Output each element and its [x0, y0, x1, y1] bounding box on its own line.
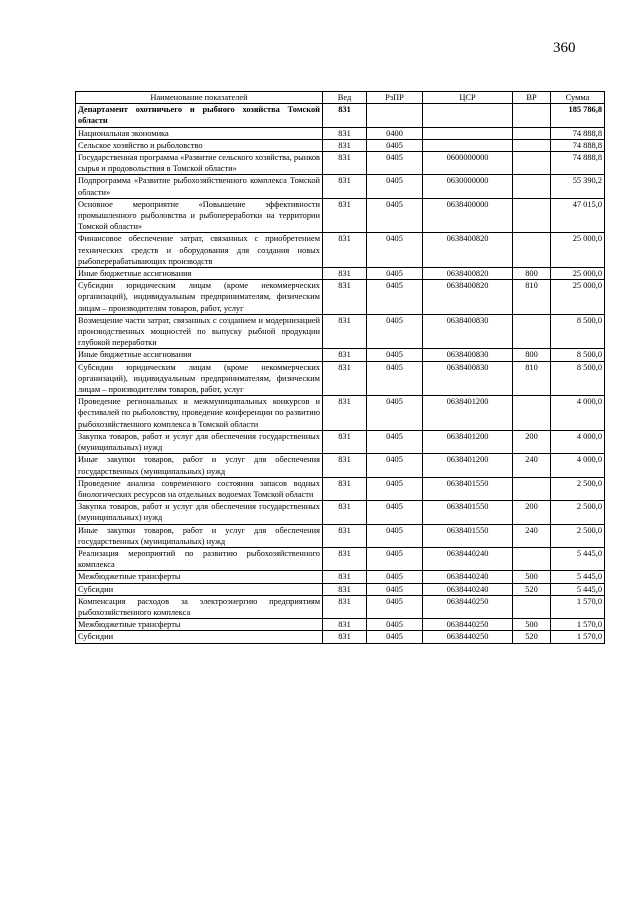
column-header-rzpr: РзПР [367, 92, 423, 104]
row-csr-cell: 0638400820 [423, 233, 513, 268]
row-name-cell: Компенсация расходов за электроэнергию предприятиям рыбохозяйственного комплекса [76, 595, 323, 618]
row-vr-cell [513, 104, 551, 127]
row-name-cell: Межбюджетные трансферты [76, 571, 323, 583]
table-row [76, 139, 605, 151]
row-rzpr-cell: 0405 [367, 349, 423, 361]
row-csr-cell: 0638400830 [423, 349, 513, 361]
table-row [76, 571, 605, 583]
row-name-cell: Департамент охотничьего и рыбного хозяйства Томской области [76, 104, 323, 127]
row-vr-cell [513, 547, 551, 570]
row-csr-cell: 0600000000 [423, 152, 513, 175]
row-csr-cell: 0638401200 [423, 454, 513, 477]
row-csr-cell: 0638400820 [423, 280, 513, 315]
table-row [76, 361, 605, 396]
row-sum-cell: 8 500,0 [551, 349, 605, 361]
row-vr-cell: 200 [513, 501, 551, 524]
table-row [76, 430, 605, 453]
row-sum-cell: 25 000,0 [551, 233, 605, 268]
row-csr-cell: 0638440250 [423, 619, 513, 631]
row-vr-cell: 200 [513, 430, 551, 453]
row-rzpr-cell: 0405 [367, 233, 423, 268]
table-row [76, 396, 605, 431]
row-vr-cell [513, 152, 551, 175]
table-row [76, 314, 605, 349]
row-csr-cell: 0638400830 [423, 361, 513, 396]
table-row [76, 152, 605, 175]
row-csr-cell: 0638440240 [423, 571, 513, 583]
row-csr-cell: 0638401550 [423, 477, 513, 500]
table-row [76, 280, 605, 315]
row-ved-cell: 831 [323, 104, 367, 127]
budget-table [75, 91, 605, 644]
row-ved-cell: 831 [323, 349, 367, 361]
row-csr-cell [423, 127, 513, 139]
row-rzpr-cell: 0405 [367, 631, 423, 643]
row-rzpr-cell: 0405 [367, 571, 423, 583]
table-body [76, 104, 605, 643]
row-name-cell: Субсидии [76, 631, 323, 643]
row-ved-cell: 831 [323, 454, 367, 477]
column-header-csr: ЦСР [423, 92, 513, 104]
row-csr-cell: 0638440240 [423, 547, 513, 570]
row-vr-cell [513, 595, 551, 618]
table-row [76, 198, 605, 233]
row-vr-cell: 800 [513, 268, 551, 280]
row-name-cell: Финансовое обеспечение затрат, связанных с приобретением технических средств и оборудования для создания новых рыбоперерабатывающих производств [76, 233, 323, 268]
table-row [76, 454, 605, 477]
row-name-cell: Национальная экономика [76, 127, 323, 139]
row-rzpr-cell: 0405 [367, 477, 423, 500]
row-vr-cell [513, 139, 551, 151]
row-name-cell: Субсидии [76, 583, 323, 595]
row-vr-cell [513, 314, 551, 349]
column-header-name: Наименование показателей [76, 92, 323, 104]
row-name-cell: Основное мероприятие «Повышение эффективности промышленного рыболовства и рыбопереработки на территории Томской области» [76, 198, 323, 233]
row-sum-cell: 25 000,0 [551, 280, 605, 315]
row-rzpr-cell: 0405 [367, 524, 423, 547]
row-sum-cell: 1 570,0 [551, 619, 605, 631]
row-sum-cell: 8 500,0 [551, 361, 605, 396]
row-sum-cell: 5 445,0 [551, 571, 605, 583]
row-rzpr-cell: 0405 [367, 583, 423, 595]
row-vr-cell [513, 198, 551, 233]
row-csr-cell: 0638400830 [423, 314, 513, 349]
row-rzpr-cell: 0405 [367, 547, 423, 570]
row-csr-cell: 0638401550 [423, 524, 513, 547]
table-row [76, 501, 605, 524]
row-sum-cell: 4 000,0 [551, 430, 605, 453]
row-name-cell: Межбюджетные трансферты [76, 619, 323, 631]
row-csr-cell [423, 104, 513, 127]
row-rzpr-cell: 0405 [367, 501, 423, 524]
row-csr-cell: 0638400820 [423, 268, 513, 280]
row-name-cell: Субсидии юридическим лицам (кроме некоммерческих организаций), индивидуальным предпринимателям, физическим лицам – производителям товаров, работ, услуг [76, 280, 323, 315]
column-header-sum: Сумма [551, 92, 605, 104]
row-vr-cell: 240 [513, 524, 551, 547]
row-rzpr-cell: 0405 [367, 268, 423, 280]
row-csr-cell: 0638440240 [423, 583, 513, 595]
row-name-cell: Закупка товаров, работ и услуг для обеспечения государственных (муниципальных) нужд [76, 430, 323, 453]
row-sum-cell: 8 500,0 [551, 314, 605, 349]
row-name-cell: Подпрограмма «Развитие рыбохозяйственного комплекса Томской области» [76, 175, 323, 198]
row-ved-cell: 831 [323, 477, 367, 500]
column-header-vr: ВР [513, 92, 551, 104]
page-number: 360 [553, 40, 576, 56]
row-ved-cell: 831 [323, 619, 367, 631]
row-rzpr-cell [367, 104, 423, 127]
table-row [76, 349, 605, 361]
table-row [76, 547, 605, 570]
row-rzpr-cell: 0405 [367, 280, 423, 315]
row-ved-cell: 831 [323, 233, 367, 268]
row-csr-cell: 0630000000 [423, 175, 513, 198]
row-rzpr-cell: 0405 [367, 198, 423, 233]
row-ved-cell: 831 [323, 198, 367, 233]
row-rzpr-cell: 0400 [367, 127, 423, 139]
row-ved-cell: 831 [323, 268, 367, 280]
row-csr-cell: 0638440250 [423, 595, 513, 618]
row-vr-cell [513, 127, 551, 139]
row-sum-cell: 1 570,0 [551, 595, 605, 618]
row-sum-cell: 25 000,0 [551, 268, 605, 280]
row-name-cell: Иные закупки товаров, работ и услуг для обеспечения государственных (муниципальных) нужд [76, 454, 323, 477]
row-ved-cell: 831 [323, 361, 367, 396]
table-row [76, 595, 605, 618]
row-vr-cell: 810 [513, 280, 551, 315]
row-name-cell: Реализация мероприятий по развитию рыбохозяйственного комплекса [76, 547, 323, 570]
row-ved-cell: 831 [323, 571, 367, 583]
row-sum-cell: 2 500,0 [551, 501, 605, 524]
row-rzpr-cell: 0405 [367, 314, 423, 349]
row-vr-cell [513, 477, 551, 500]
table-row [76, 104, 605, 127]
row-ved-cell: 831 [323, 524, 367, 547]
row-csr-cell: 0638401200 [423, 396, 513, 431]
row-sum-cell: 2 500,0 [551, 477, 605, 500]
row-sum-cell: 74 888,8 [551, 152, 605, 175]
row-vr-cell: 500 [513, 571, 551, 583]
row-ved-cell: 831 [323, 152, 367, 175]
table-row [76, 583, 605, 595]
row-name-cell: Иные бюджетные ассигнования [76, 349, 323, 361]
row-ved-cell: 831 [323, 547, 367, 570]
row-name-cell: Субсидии юридическим лицам (кроме некоммерческих организаций), индивидуальным предпринимателям, физическим лицам – производителям товаров, работ, услуг [76, 361, 323, 396]
row-sum-cell: 5 445,0 [551, 547, 605, 570]
row-ved-cell: 831 [323, 583, 367, 595]
row-ved-cell: 831 [323, 314, 367, 349]
row-rzpr-cell: 0405 [367, 619, 423, 631]
row-ved-cell: 831 [323, 595, 367, 618]
row-vr-cell: 810 [513, 361, 551, 396]
row-rzpr-cell: 0405 [367, 595, 423, 618]
column-header-ved: Вед [323, 92, 367, 104]
row-csr-cell [423, 139, 513, 151]
row-rzpr-cell: 0405 [367, 430, 423, 453]
row-sum-cell: 55 390,2 [551, 175, 605, 198]
row-ved-cell: 831 [323, 396, 367, 431]
row-name-cell: Государственная программа «Развитие сельского хозяйства, рынков сырья и продовольствия в Томской области» [76, 152, 323, 175]
row-sum-cell: 185 786,8 [551, 104, 605, 127]
table-row [76, 477, 605, 500]
table-header-row [76, 92, 605, 104]
row-name-cell: Сельское хозяйство и рыболовство [76, 139, 323, 151]
row-csr-cell: 0638440250 [423, 631, 513, 643]
row-name-cell: Возмещение части затрат, связанных с созданием и модернизацией производственных мощностей по выпуску рыбной продукции глубокой переработки [76, 314, 323, 349]
row-rzpr-cell: 0405 [367, 139, 423, 151]
row-vr-cell: 240 [513, 454, 551, 477]
row-name-cell: Проведение анализа современного состояния запасов водных биологических ресурсов на отдельных водоемах Томской области [76, 477, 323, 500]
table-row [76, 233, 605, 268]
row-vr-cell [513, 175, 551, 198]
table-row [76, 268, 605, 280]
row-name-cell: Закупка товаров, работ и услуг для обеспечения государственных (муниципальных) нужд [76, 501, 323, 524]
row-vr-cell: 500 [513, 619, 551, 631]
row-ved-cell: 831 [323, 127, 367, 139]
row-vr-cell: 800 [513, 349, 551, 361]
row-rzpr-cell: 0405 [367, 396, 423, 431]
table-row [76, 175, 605, 198]
row-ved-cell: 831 [323, 280, 367, 315]
table-row [76, 631, 605, 643]
table-row [76, 619, 605, 631]
row-name-cell: Иные закупки товаров, работ и услуг для обеспечения государственных (муниципальных) нужд [76, 524, 323, 547]
row-sum-cell: 5 445,0 [551, 583, 605, 595]
row-ved-cell: 831 [323, 139, 367, 151]
row-name-cell: Проведение региональных и межмуниципальных конкурсов и фестивалей по рыболовству, проведение конференции по развитию рыбохозяйственного комплекса в Томской области [76, 396, 323, 431]
row-name-cell: Иные бюджетные ассигнования [76, 268, 323, 280]
row-rzpr-cell: 0405 [367, 175, 423, 198]
table-row [76, 127, 605, 139]
row-csr-cell: 0638400000 [423, 198, 513, 233]
row-ved-cell: 831 [323, 430, 367, 453]
row-rzpr-cell: 0405 [367, 454, 423, 477]
row-rzpr-cell: 0405 [367, 361, 423, 396]
row-vr-cell [513, 233, 551, 268]
row-sum-cell: 47 015,0 [551, 198, 605, 233]
row-sum-cell: 2 500,0 [551, 524, 605, 547]
row-rzpr-cell: 0405 [367, 152, 423, 175]
row-csr-cell: 0638401200 [423, 430, 513, 453]
row-sum-cell: 74 888,8 [551, 139, 605, 151]
row-csr-cell: 0638401550 [423, 501, 513, 524]
row-ved-cell: 831 [323, 631, 367, 643]
row-ved-cell: 831 [323, 175, 367, 198]
row-ved-cell: 831 [323, 501, 367, 524]
row-sum-cell: 1 570,0 [551, 631, 605, 643]
row-sum-cell: 4 000,0 [551, 454, 605, 477]
row-vr-cell: 520 [513, 631, 551, 643]
row-sum-cell: 74 888,8 [551, 127, 605, 139]
table-row [76, 524, 605, 547]
row-vr-cell [513, 396, 551, 431]
row-sum-cell: 4 000,0 [551, 396, 605, 431]
row-vr-cell: 520 [513, 583, 551, 595]
